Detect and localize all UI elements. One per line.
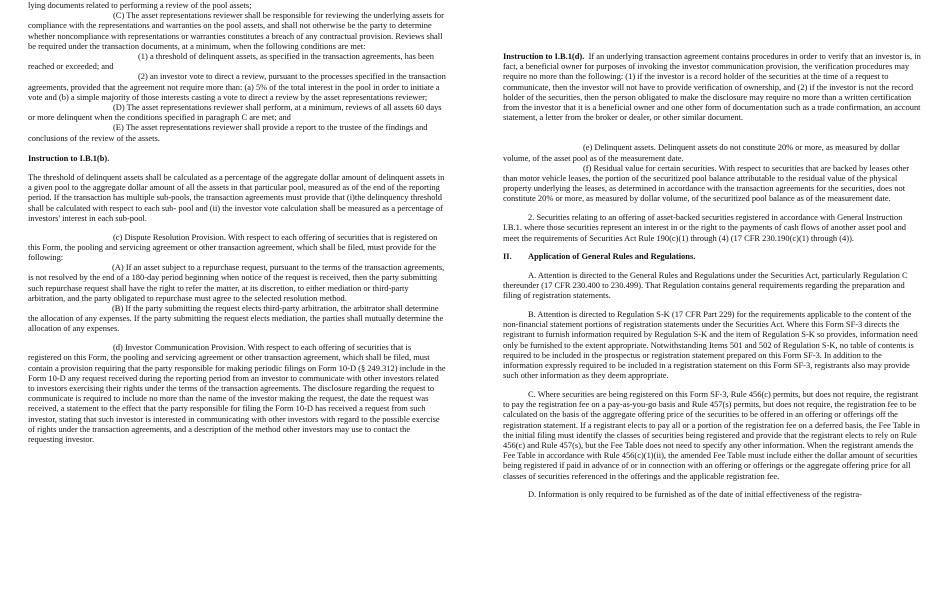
condition-2-investor-vote: (2) an investor vote to direct a review, pursuant to the processes specified in the transaction agreements, provided that the agreement not require more than: (a) 5% of the total interest in the pool in order to initiate a vote and (b) a simple majority of those interests casting a vote to direct a review by the asset representations reviewer;: [28, 71, 446, 102]
paragraph-d: D. Information is only required to be furnished as of the date of initial effectiveness of the registra-: [528, 489, 862, 500]
paragraph-review-scope: (D) The asset representations reviewer shall perform, at a minimum, reviews of all assets 60 days or more delinquent when the conditions specified in paragraph C are met; and: [28, 102, 442, 123]
section-number: II.: [503, 251, 512, 262]
paragraph-continuation: lying documents related to performing a review of the pool assets;: [28, 0, 252, 10]
left-column: [28, 0, 446, 444]
paragraph-a: A. Attention is directed to the General Rules and Regulations under the Securities Act, particularly Regulation C thereunder (17 CFR 230.400 to 230.499). That Regulation contains general requirements regarding the preparation and filing of registration statements.: [503, 269, 908, 301]
paragraph-threshold-calculation: The threshold of delinquent assets shall be calculated as a percentage of the aggregate dollar amount of delinquent assets in a given pool to the aggregate dollar amount of all the assets in that particular pool, measured as of the end of the reporting period. If the transaction has multiple sub-pools, the transaction agreements must provide that (i)the delinquency threshold shall be calculated with respect to each sub- pool and (ii) the investor vote calculation shall be measured as a percentage of investors' interest in each sub-pool.: [28, 172, 445, 223]
paragraph-item-2: 2. Securities relating to an offering of asset-backed securities registered in accordance with General Instruction I.B.1. where those securities represent an interest in or the right to the payments of cash flows of another asset pool and meet the requirements of Securities Act Rule 190(c)(1) through (4) (17 CFR 230.190(c)(1) through (4)).: [503, 212, 907, 243]
paragraph-arbitration-expenses: (B) If the party submitting the request elects third-party arbitration, the arbitrator shall determine the allocation of any expenses. If the party submitting the request elects mediation, the parties shall mutually determine the allocation of any expenses.: [28, 302, 444, 334]
paragraph-residual-value: (f) Residual value for certain securities. With respect to securities that are backed by leases other than motor vehicle leases, the portion of the securitized pool balance attributable to the residual value of the physical property underlying the leases, as determined in accordance with the transaction agreements for the securities, does not constitute 20% or more, as measured by dollar volume, of the securitized pool balance as of the measurement date.: [503, 162, 910, 204]
section-heading-ii: [503, 251, 922, 261]
paragraph-c: C. Where securities are being registered on this Form SF-3, Rule 456(c) permits, but does not require, the registrant to pay the registration fee on a pay-as-you-go basis and Rule 457(s) permits, but does not require, the registration fee to be calculated on the basis of the aggregate offering price of the securities to be offered in an offering or offerings off the registration statement. If a registrant elects to pay all or a portion of the registration fee on a deferred basis, the Fee Table in the initial filing must identify the classes of securities being registered and provide that the registrant elects to rely on Rule 456(c) and Rule 457(s), but the Fee Table does not need to specify any other information. When the registrant amends the Fee Table in accordance with Rule 456(c)(1)(ii), the amended Fee Table must include either the dollar amount of securities being registered if paid in advance of or in connection with an offering or offerings or the aggregate offering price for all classes of securities referenced in the offerings and the applicable registration fee.: [503, 388, 920, 481]
paragraph-repurchase-request: (A) If an asset subject to a repurchase request, pursuant to the terms of the transaction agreements, is not resolved by the end of a 180-day period beginning when notice of the request is received, then the party submitting such repurchase request shall have the right to refer the matter, at its discretion, to either mediation or third-party arbitration, and the party obligated to repurchase must agree to the selected resolution method.: [28, 262, 445, 303]
right-column: [503, 0, 922, 500]
section-title: Application of General Rules and Regulations.: [528, 251, 696, 262]
paragraph-delinquent-assets: (e) Delinquent assets. Delinquent assets do not constitute 20% or more, as measured by dollar volume, of the asset pool as of the measurement date.: [503, 142, 900, 163]
instruction-heading-1b: Instruction to I.B.1(b).: [28, 153, 110, 164]
instruction-heading-1d: Instruction to I.B.1(d).: [503, 51, 585, 61]
paragraph-dispute-resolution: (c) Dispute Resolution Provision. With respect to each offering of securities that is registered on this Form, the pooling and servicing agreement or other transaction agreement, which shall be filed, must provide for the following:: [28, 231, 438, 262]
instruction-1d: [503, 51, 922, 122]
paragraph-b: B. Attention is directed to Regulation S-K (17 CFR Part 229) for the requirements applicable to the content of the non-financial statement portions of registration statements under the Securities Act. Where this Form SF-3 directs the registrant to furnish information required by Regulation S-K and the item of Regulation S-K so provides, information need only be furnished to the extent appropriate. Notwithstanding Items 501 and 502 of Regulation S-K, no table of contents is required to be included in the prospectus or registration statement prepared on this Form SF-3. In addition to the information expressly required to be included in a registration statement on this Form SF-3, registrants also may provide such other information as they deem appropriate.: [503, 309, 918, 381]
condition-1-threshold: (1) a threshold of delinquent assets, as specified in the transaction agreements, has been reached or exceeded; and: [28, 51, 434, 72]
paragraph-reviewer-responsibility: (C) The asset representations reviewer shall be responsible for reviewing the underlying assets for compliance with the representations and warranties on the pool assets, and shall not otherwise be the party to determine whether noncompliance with representations or warranties constitutes a breach of any contractual provision. Reviews shall be required under the transaction documents, at a minimum, when the following conditions are met:: [28, 10, 444, 51]
instruction-1d-text: If an underlying transaction agreement contains procedures in order to verify that an investor is, in fact, a beneficial owner for purposes of invoking the investor communication provision, the verification procedures may require no more than the following: (1) if the investor is a record holder of the securities at the time of a request to communicate, then the investor will not have to provide verification of ownership, and (2) if the investor is not the record holder of the securities, then the person obligated to make the disclosure may require no more than a written certification from the investor that it is a beneficial owner and one other form of documentation such as a trade confirmation, an account statement, a letter from the broker or dealer, or other similar document.: [503, 51, 921, 123]
paragraph-review-report: (E) The asset representations reviewer shall provide a report to the trustee of the findings and conclusions of the review of the assets.: [28, 122, 428, 143]
paragraph-investor-communication: (d) Investor Communication Provision. With respect to each offering of securities that is registered on this Form, the pooling and servicing agreement or other transaction agreement, which shall be filed, must contain a provision requiring that the party responsible for making periodic filings on Form 10-D (§ 249.312) include in the Form 10-D any request received during the reporting period from an investor to communicate with other investors related to investors exercising their rights under the terms of the transaction agreements. The disclosure regarding the request to communicate is required to include no more than the name of the investor making the request, the date the request was received, a statement to the effect that the party responsible for filing the Form 10-D has received a request from such investor, stating that such investor is interested in communicating with other investors with regard to the possible exercise of rights under the transaction agreements, and a description of the method other investors may use to contact the requesting investor.: [28, 342, 446, 444]
